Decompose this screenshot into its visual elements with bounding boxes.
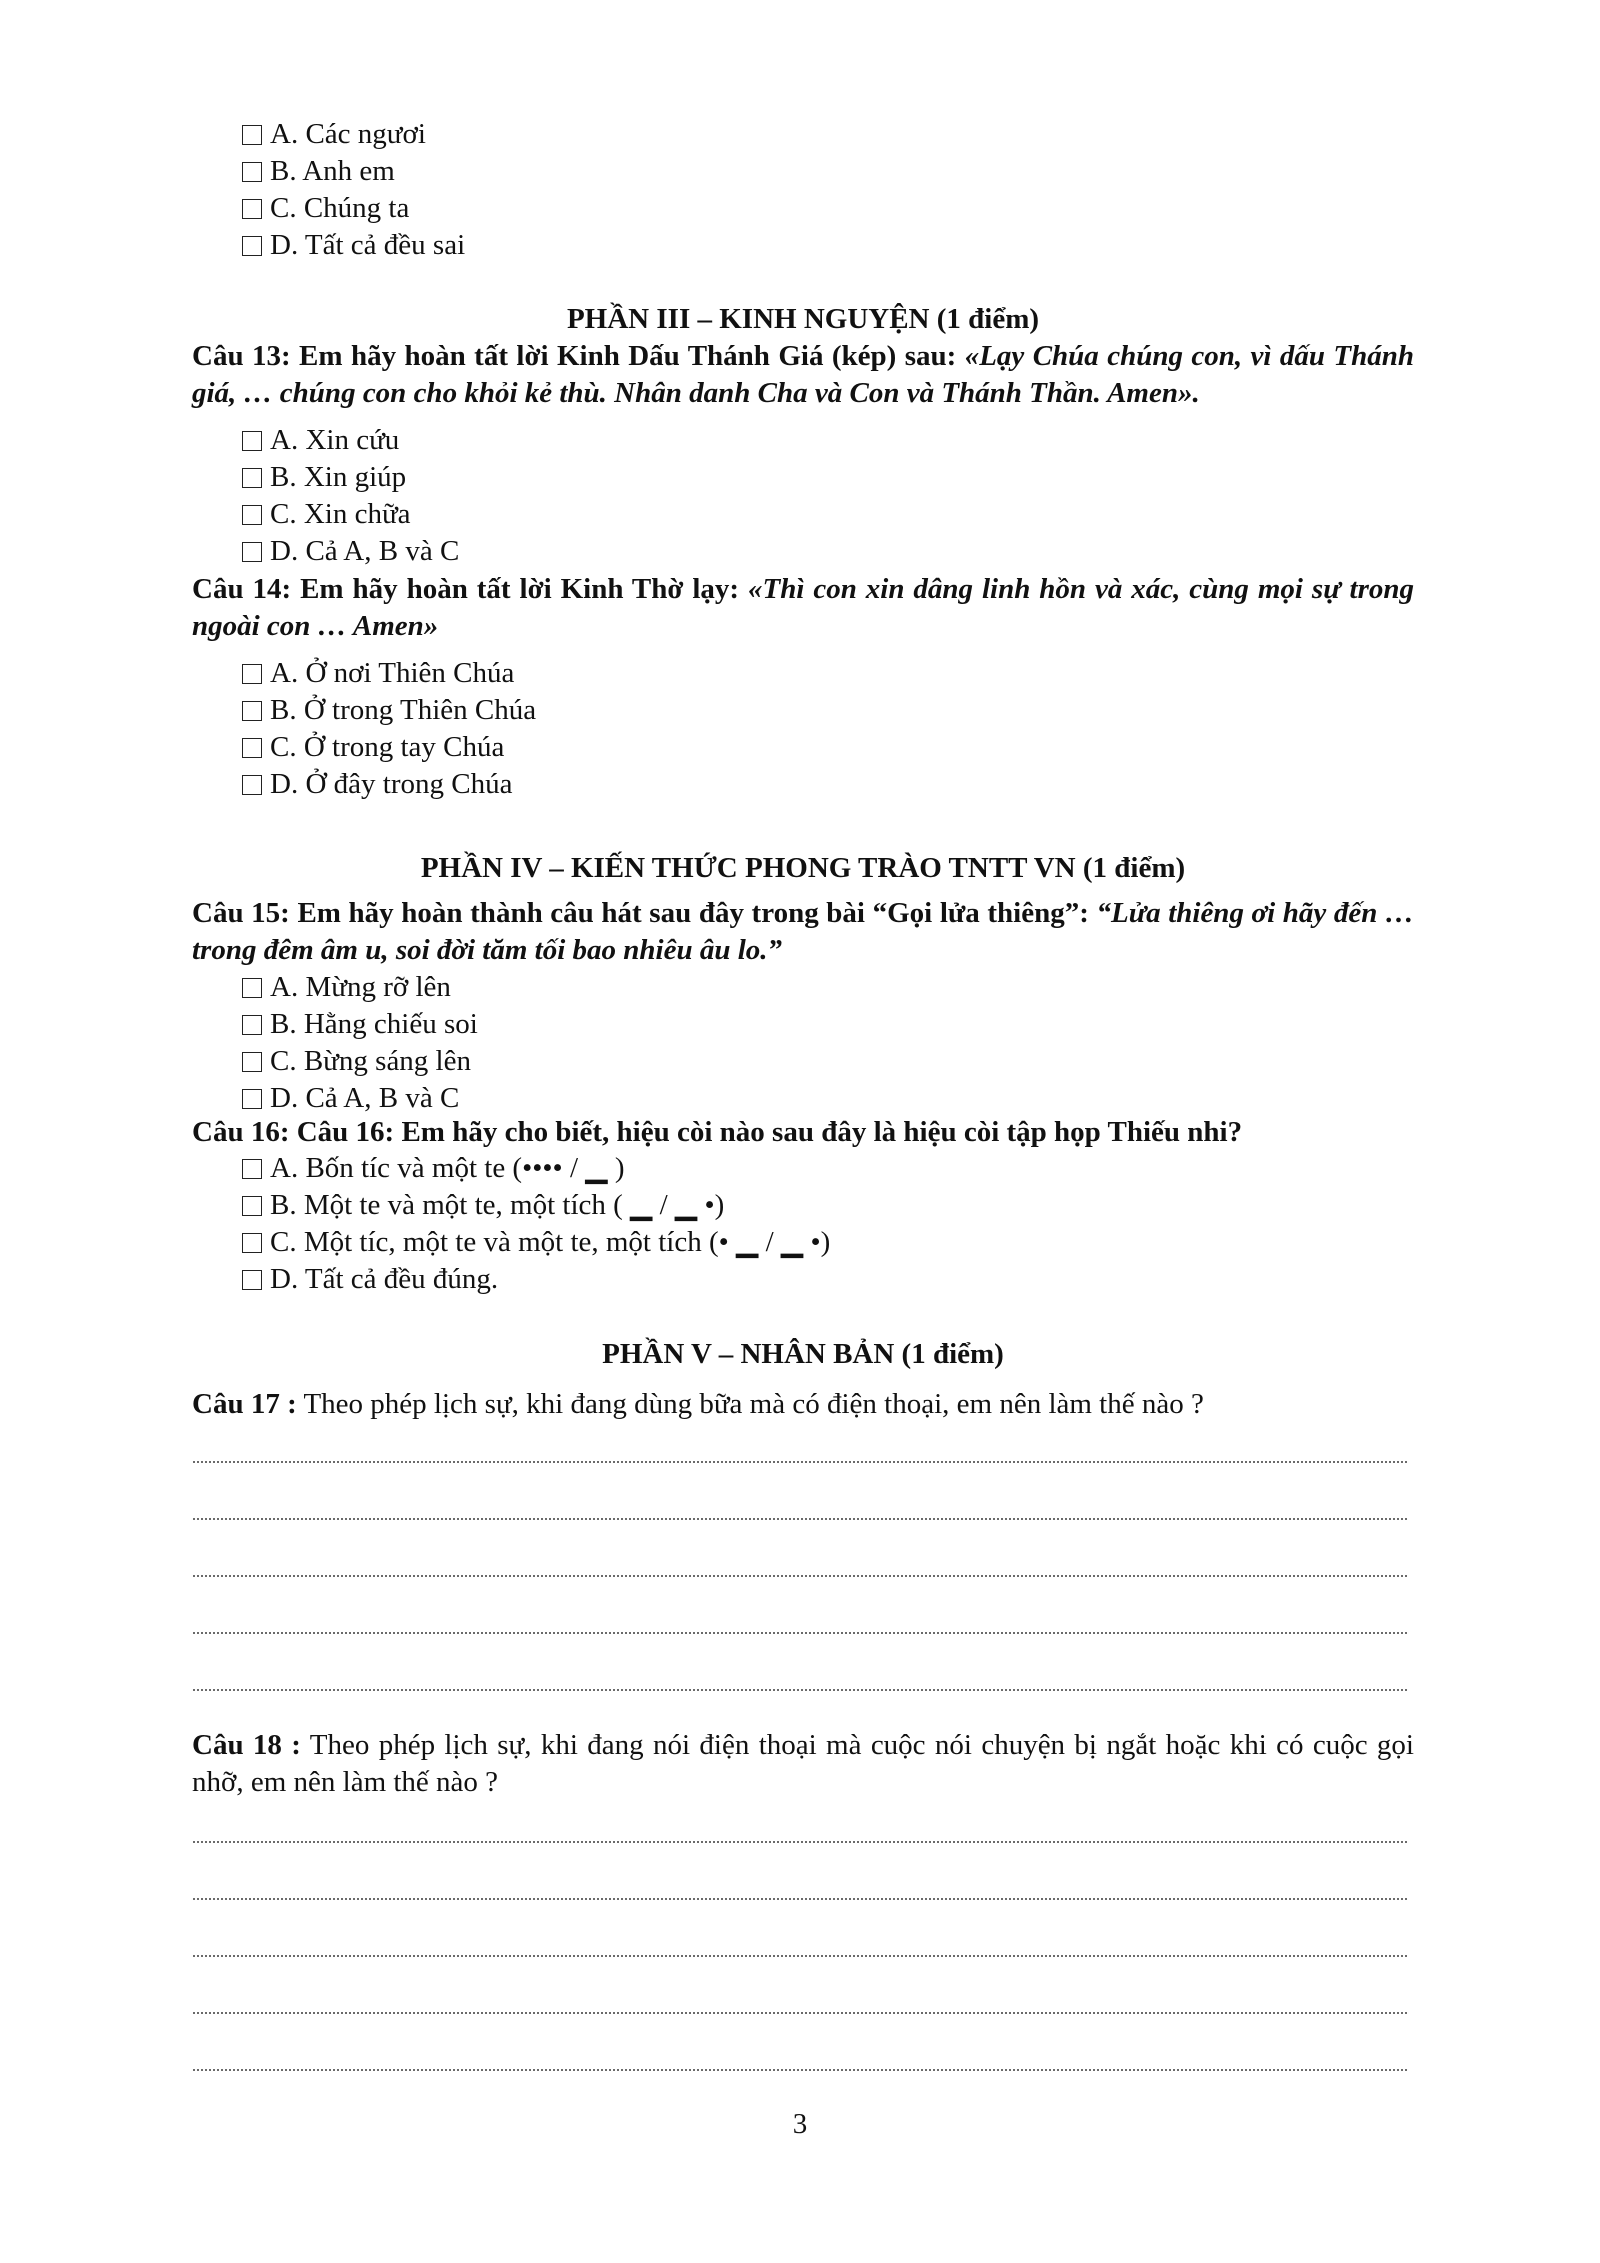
answer-line[interactable] — [192, 1914, 1414, 1971]
option-label: C. Chúng ta — [270, 192, 410, 224]
part5-heading: PHẦN V – NHÂN BẢN (1 điểm) — [602, 1338, 1004, 1370]
answer-line[interactable] — [192, 1971, 1414, 2028]
q16-options — [192, 1150, 1414, 1298]
option-label: B. Ở trong Thiên Chúa — [270, 694, 537, 726]
q17-question — [192, 1386, 1414, 1423]
q16-label: Câu 16: Câu 16: Em hãy cho biết, hiệu còi nào sau đây là hiệu còi tập họp Thiếu nhi? — [192, 1116, 1243, 1148]
checkbox-icon[interactable] — [242, 1052, 262, 1072]
q16-option-c[interactable] — [192, 1224, 1414, 1261]
checkbox-icon[interactable] — [242, 1159, 262, 1179]
page-number: 3 — [792, 2108, 808, 2140]
q18-question — [192, 1727, 1414, 1801]
checkbox-icon[interactable] — [242, 1089, 262, 1109]
q14-option-c[interactable] — [192, 729, 1414, 766]
option-label: D. Cả A, B và C — [270, 535, 460, 567]
q13-options — [192, 422, 1414, 570]
checkbox-icon[interactable] — [242, 1196, 262, 1216]
answer-line[interactable] — [192, 1534, 1414, 1591]
q13-option-a[interactable] — [192, 422, 1414, 459]
q15-options — [192, 969, 1414, 1117]
checkbox-icon[interactable] — [242, 664, 262, 684]
q14-question — [192, 571, 1414, 645]
option-label: A. Bốn tíc và một te (•••• / ▁ ) — [270, 1152, 625, 1184]
checkbox-icon[interactable] — [242, 199, 262, 219]
option-label: A. Xin cứu — [270, 424, 400, 456]
option-label: B. Một te và một te, một tích ( ▁ / ▁ •) — [270, 1189, 725, 1221]
option-label: D. Cả A, B và C — [270, 1082, 460, 1114]
checkbox-icon[interactable] — [242, 1233, 262, 1253]
q17-text: Theo phép lịch sự, khi đang dùng bữa mà có điện thoại, em nên làm thế nào ? — [296, 1388, 1204, 1420]
q17-label: Câu 17 : — [192, 1388, 297, 1420]
q12-option-d[interactable] — [192, 227, 1414, 264]
q16-question — [192, 1114, 1414, 1151]
q15-option-b[interactable] — [192, 1006, 1414, 1043]
q18-label: Câu 18 : — [192, 1729, 301, 1761]
option-label: D. Ở đây trong Chúa — [270, 768, 513, 800]
q13-option-c[interactable] — [192, 496, 1414, 533]
q16-option-d[interactable] — [192, 1261, 1414, 1298]
q14-options — [192, 655, 1414, 803]
q18-text: Theo phép lịch sự, khi đang nói điện thoại mà cuộc nói chuyện bị ngắt hoặc khi có cuộc gọi nhỡ, em nên làm thế nào ? — [192, 1729, 1414, 1798]
checkbox-icon[interactable] — [242, 431, 262, 451]
checkbox-icon[interactable] — [242, 505, 262, 525]
q14-quote: «Thì con xin dâng linh hồn và xác, cùng mọi sự trong ngoài con … Amen» — [192, 573, 1414, 642]
option-label: A. Ở nơi Thiên Chúa — [270, 657, 515, 689]
q12-option-b[interactable] — [192, 153, 1414, 190]
part4-heading: PHẦN IV – KIẾN THỨC PHONG TRÀO TNTT VN (1 điểm) — [420, 852, 1186, 884]
q12-option-a[interactable] — [192, 116, 1414, 153]
q13-option-d[interactable] — [192, 533, 1414, 570]
q13-question — [192, 338, 1414, 412]
q12-options — [192, 116, 1414, 264]
checkbox-icon[interactable] — [242, 978, 262, 998]
q12-option-c[interactable] — [192, 190, 1414, 227]
checkbox-icon[interactable] — [242, 1015, 262, 1035]
option-label: C. Bừng sáng lên — [270, 1045, 471, 1077]
option-label: B. Xin giúp — [270, 461, 407, 493]
part3-heading: PHẦN III – KINH NGUYỆN (1 điểm) — [566, 303, 1040, 335]
option-label: B. Hằng chiếu soi — [270, 1008, 478, 1040]
option-label: C. Xin chữa — [270, 498, 411, 530]
answer-line[interactable] — [192, 1420, 1414, 1477]
answer-line[interactable] — [192, 1648, 1414, 1705]
q15-question — [192, 895, 1414, 969]
option-label: D. Tất cả đều sai — [270, 229, 466, 261]
answer-line[interactable] — [192, 1591, 1414, 1648]
q14-option-d[interactable] — [192, 766, 1414, 803]
checkbox-icon[interactable] — [242, 738, 262, 758]
checkbox-icon[interactable] — [242, 701, 262, 721]
answer-line[interactable] — [192, 1857, 1414, 1914]
q14-option-a[interactable] — [192, 655, 1414, 692]
q13-quote: «Lạy Chúa chúng con, vì dấu Thánh giá, … chúng con cho khỏi kẻ thù. Nhân danh Cha và Con và Thánh Thần. Amen». — [192, 340, 1415, 409]
checkbox-icon[interactable] — [242, 542, 262, 562]
checkbox-icon[interactable] — [242, 162, 262, 182]
q14-label: Câu 14: Em hãy hoàn tất lời Kinh Thờ lạy: — [192, 573, 749, 605]
option-label: D. Tất cả đều đúng. — [270, 1263, 499, 1295]
q14-option-b[interactable] — [192, 692, 1414, 729]
q16-option-b[interactable] — [192, 1187, 1414, 1224]
option-label: A. Các ngươi — [270, 118, 426, 150]
checkbox-icon[interactable] — [242, 125, 262, 145]
q16-option-a[interactable] — [192, 1150, 1414, 1187]
q15-quote: “Lửa thiêng ơi hãy đến … trong đêm âm u, soi đời tăm tối bao nhiêu âu lo.” — [192, 897, 1414, 966]
option-label: A. Mừng rỡ lên — [270, 971, 451, 1003]
q13-label: Câu 13: Em hãy hoàn tất lời Kinh Dấu Thánh Giá (kép) sau: — [192, 340, 965, 372]
option-label: B. Anh em — [270, 155, 395, 187]
answer-line[interactable] — [192, 1800, 1414, 1857]
answer-line[interactable] — [192, 2028, 1414, 2085]
q15-option-a[interactable] — [192, 969, 1414, 1006]
checkbox-icon[interactable] — [242, 775, 262, 795]
q15-option-c[interactable] — [192, 1043, 1414, 1080]
q15-label: Câu 15: Em hãy hoàn thành câu hát sau đây trong bài “Gọi lửa thiêng”: — [192, 897, 1097, 929]
option-label: C. Ở trong tay Chúa — [270, 731, 505, 763]
checkbox-icon[interactable] — [242, 468, 262, 488]
q15-option-d[interactable] — [192, 1080, 1414, 1117]
checkbox-icon[interactable] — [242, 1270, 262, 1290]
answer-line[interactable] — [192, 1477, 1414, 1534]
q13-option-b[interactable] — [192, 459, 1414, 496]
checkbox-icon[interactable] — [242, 236, 262, 256]
option-label: C. Một tíc, một te và một te, một tích (• ▁ / ▁ •) — [270, 1226, 831, 1258]
q17-answer-area[interactable] — [192, 1420, 1414, 1705]
q18-answer-area[interactable] — [192, 1800, 1414, 2085]
